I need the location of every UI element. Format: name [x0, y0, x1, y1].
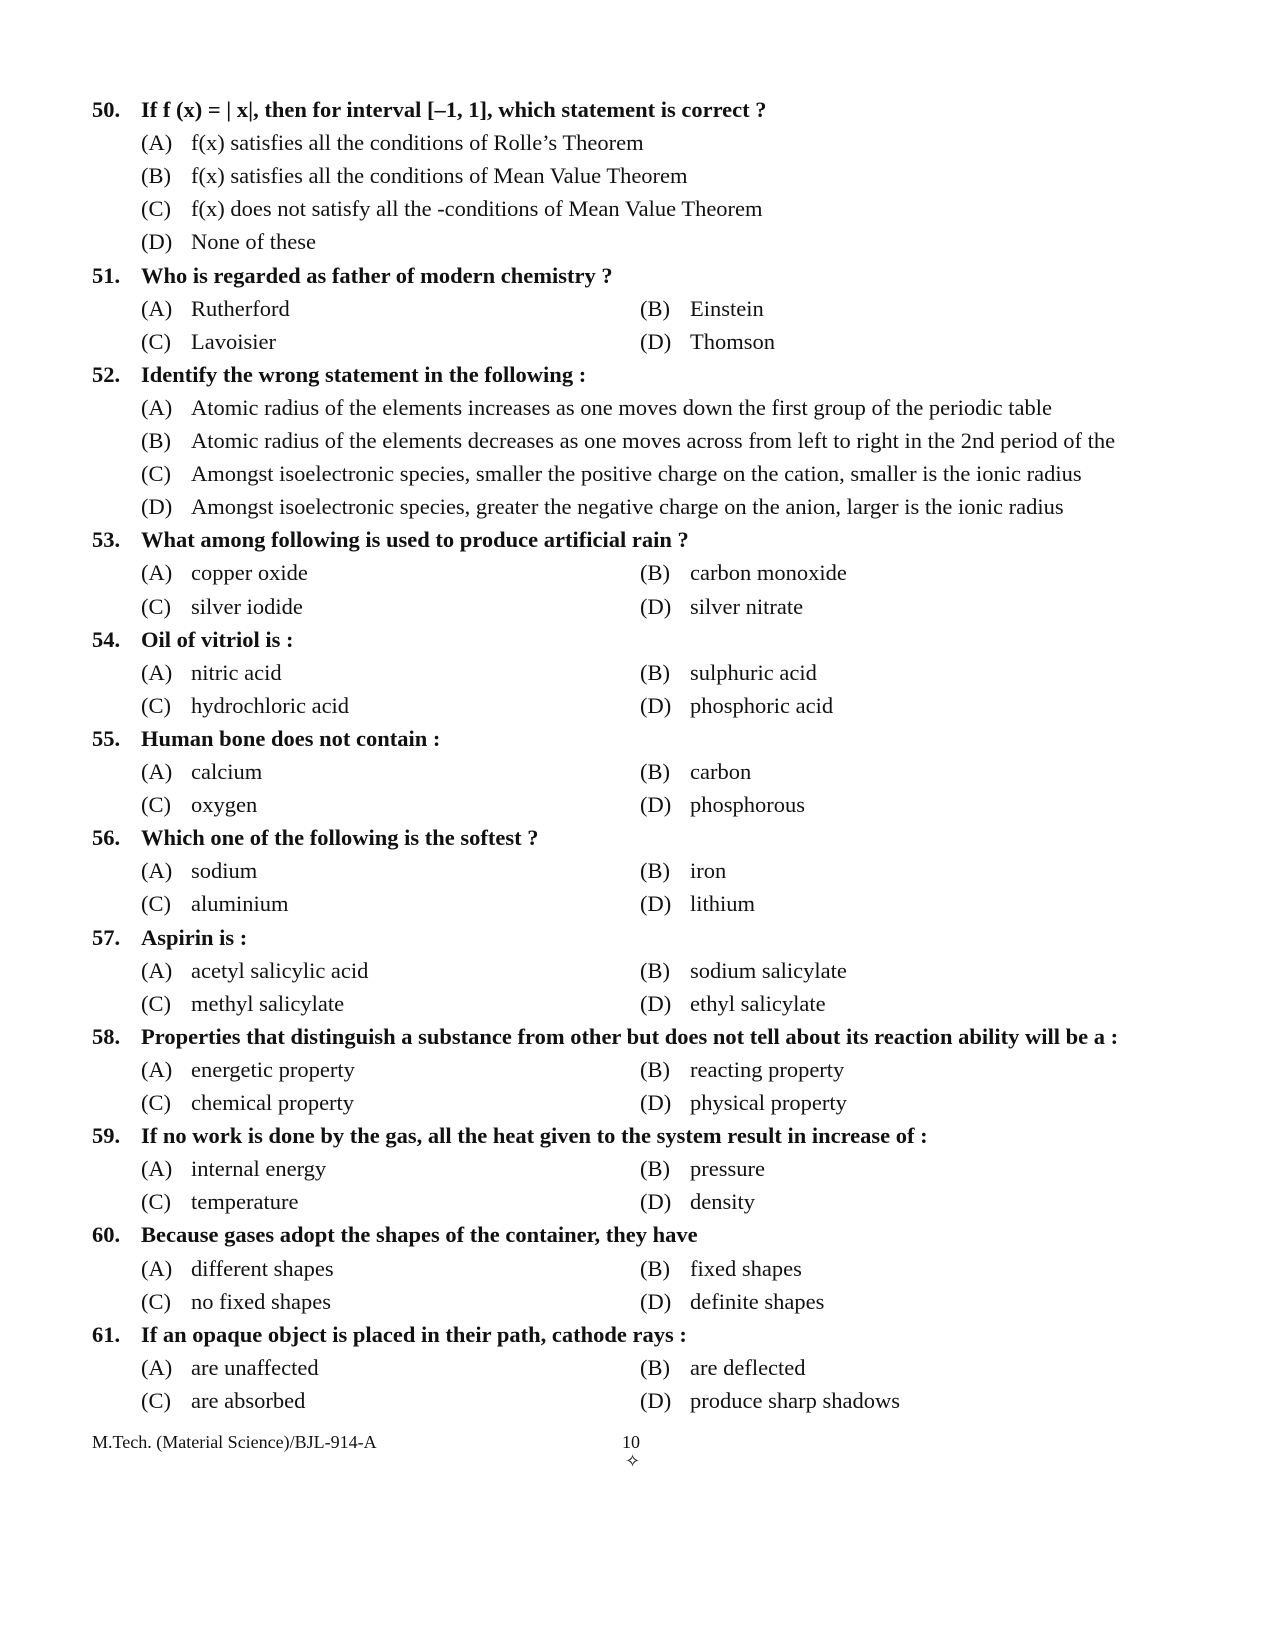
option-text: Thomson [690, 328, 776, 354]
question-text: Which one of the following is the softest ? [141, 825, 539, 851]
option-label: (D) [640, 1189, 672, 1215]
option-row [640, 1053, 844, 1086]
option-text: carbon monoxide [690, 560, 847, 586]
option-label: (C) [141, 328, 171, 354]
option-label: (A) [141, 394, 173, 420]
option-row [141, 292, 290, 325]
question-row [92, 93, 767, 126]
option-label: (D) [640, 891, 672, 917]
option-text: are deflected [690, 1354, 806, 1380]
option-text: None of these [191, 229, 316, 255]
question-row [92, 623, 293, 656]
question-text: Identify the wrong statement in the following : [141, 361, 587, 387]
option-text: definite shapes [690, 1288, 825, 1314]
question-number: 56. [92, 825, 121, 851]
option-label: (A) [141, 659, 173, 685]
option-row [640, 1252, 802, 1285]
question-row [92, 821, 539, 854]
question-number: 60. [92, 1222, 121, 1248]
option-row [141, 457, 1082, 490]
option-text: are absorbed [191, 1387, 306, 1413]
question-row [92, 259, 613, 292]
option-row [640, 1086, 847, 1119]
page-number: 10 [622, 1432, 640, 1452]
option-label: (A) [141, 560, 173, 586]
option-row [640, 854, 726, 887]
option-text: Einstein [690, 295, 764, 321]
option-text: sodium salicylate [690, 957, 847, 983]
option-text: aluminium [191, 891, 289, 917]
option-row [640, 292, 764, 325]
option-text: reacting property [690, 1056, 845, 1082]
option-row [640, 788, 805, 821]
option-label: (A) [141, 1354, 173, 1380]
option-label: (C) [141, 1189, 171, 1215]
option-row [141, 556, 308, 589]
option-row [640, 325, 775, 358]
option-label: (D) [141, 229, 173, 255]
option-text: Amongst isoelectronic species, smaller the positive charge on the cation, smaller is the ionic radius [191, 461, 1082, 487]
question-text: Aspirin is : [141, 924, 248, 950]
option-text: internal energy [191, 1156, 327, 1182]
question-number: 57. [92, 924, 121, 950]
option-row [141, 225, 316, 258]
footer-code: M.Tech. (Material Science)/BJL-914-A [92, 1432, 377, 1452]
question-number: 59. [92, 1123, 121, 1149]
question-number: 61. [92, 1321, 121, 1347]
option-text: temperature [191, 1189, 299, 1215]
option-text: energetic property [191, 1056, 355, 1082]
option-label: (D) [640, 692, 672, 718]
option-text: sodium [191, 858, 258, 884]
option-text: f(x) does not satisfy all the -conditions of Mean Value Theorem [191, 196, 763, 222]
option-row [141, 1086, 354, 1119]
option-label: (B) [640, 957, 670, 983]
question-number: 50. [92, 97, 121, 122]
option-text: f(x) satisfies all the conditions of Mean Value Theorem [191, 163, 688, 189]
option-text: f(x) satisfies all the conditions of Rolle’s Theorem [191, 130, 644, 156]
question-text: What among following is used to produce artificial rain ? [141, 527, 689, 553]
option-label: (B) [640, 1056, 670, 1082]
option-label: (B) [640, 659, 670, 685]
option-text: phosphorous [690, 792, 806, 818]
question-row [92, 1318, 687, 1351]
option-text: calcium [191, 759, 263, 784]
option-label: (A) [141, 295, 173, 321]
option-text: Atomic radius of the elements increases as one moves down the first group of the periodic table [191, 394, 1052, 420]
option-text: copper oxide [191, 560, 308, 586]
option-text: iron [690, 858, 727, 884]
option-row [141, 391, 1052, 424]
option-label: (A) [141, 759, 173, 784]
option-label: (C) [141, 692, 171, 718]
option-text: physical property [690, 1090, 847, 1115]
option-text: silver iodide [191, 593, 303, 619]
option-text: Amongst isoelectronic species, greater the negative charge on the anion, larger is the ionic radius [191, 494, 1064, 520]
question-text: If an opaque object is placed in their path, cathode rays : [141, 1321, 687, 1347]
option-text: fixed shapes [690, 1255, 802, 1281]
option-label: (D) [640, 1387, 672, 1413]
option-label: (D) [640, 1090, 672, 1115]
question-number: 53. [92, 527, 121, 553]
option-label: (C) [141, 990, 171, 1016]
option-label: (B) [640, 295, 670, 321]
option-row [640, 987, 826, 1020]
question-row [92, 1218, 698, 1251]
option-text: nitric acid [191, 659, 282, 685]
option-label: (C) [141, 1288, 171, 1314]
option-row [640, 1285, 824, 1318]
option-row [141, 126, 644, 159]
question-text: Because gases adopt the shapes of the container, they have [141, 1222, 698, 1248]
option-text: silver nitrate [690, 593, 804, 619]
option-label: (A) [141, 1156, 173, 1182]
option-row [141, 656, 282, 689]
option-row [141, 1384, 305, 1417]
option-text: methyl salicylate [191, 990, 345, 1016]
option-label: (C) [141, 1090, 171, 1115]
option-label: (C) [141, 1387, 171, 1413]
option-row [640, 590, 803, 623]
question-row [92, 1119, 928, 1152]
option-row [141, 755, 262, 788]
question-row [92, 1020, 1118, 1053]
option-row [640, 1384, 900, 1417]
option-text: Rutherford [191, 295, 290, 321]
option-label: (A) [141, 858, 173, 884]
question-row [92, 921, 247, 954]
option-label: (B) [141, 163, 171, 189]
option-row [141, 325, 276, 358]
option-label: (D) [640, 328, 672, 354]
option-label: (C) [141, 891, 171, 917]
option-text: pressure [690, 1156, 765, 1182]
option-text: oxygen [191, 792, 258, 818]
option-text: no fixed shapes [191, 1288, 331, 1314]
option-row [141, 159, 688, 192]
option-row [141, 1152, 326, 1185]
option-row [640, 689, 833, 722]
option-row [141, 788, 257, 821]
option-row [141, 192, 763, 225]
option-row [141, 1185, 298, 1218]
option-text: density [690, 1189, 755, 1215]
option-row [141, 1351, 319, 1384]
option-row [141, 424, 1115, 457]
option-row [640, 1351, 806, 1384]
option-row [640, 755, 751, 788]
option-text: are unaffected [191, 1354, 319, 1380]
option-label: (B) [640, 560, 670, 586]
option-text: different shapes [191, 1255, 334, 1281]
option-label: (B) [640, 1255, 670, 1281]
option-text: acetyl salicylic acid [191, 957, 369, 983]
option-text: hydrochloric acid [191, 692, 350, 718]
option-row [141, 854, 257, 887]
option-row [640, 1185, 755, 1218]
option-text: Atomic radius of the elements decreases as one moves across from left to right in the 2nd period of the [191, 428, 1116, 453]
question-number: 54. [92, 626, 121, 652]
question-row [92, 523, 689, 556]
option-text: carbon [690, 759, 752, 784]
option-text: chemical property [191, 1090, 355, 1115]
option-label: (D) [141, 494, 173, 520]
question-text: If no work is done by the gas, all the heat given to the system result in increase of : [141, 1123, 928, 1149]
option-label: (B) [640, 759, 670, 784]
option-row [141, 490, 1064, 523]
option-text: Lavoisier [191, 328, 276, 354]
question-text: Human bone does not contain : [141, 725, 441, 751]
question-number: 58. [92, 1023, 121, 1049]
question-row [92, 358, 586, 391]
question-number: 52. [92, 361, 121, 387]
ornament-icon: ✧ [625, 1451, 641, 1471]
option-row [141, 887, 289, 920]
option-row [640, 1152, 765, 1185]
option-label: (B) [640, 1354, 670, 1380]
question-row [92, 722, 440, 755]
option-row [141, 1285, 331, 1318]
option-text: sulphuric acid [690, 659, 817, 685]
option-label: (A) [141, 1255, 173, 1281]
option-row [141, 1053, 355, 1086]
option-row [640, 556, 847, 589]
option-label: (C) [141, 593, 171, 619]
option-row [141, 590, 303, 623]
option-label: (A) [141, 957, 173, 983]
option-label: (B) [141, 428, 171, 453]
option-label: (C) [141, 792, 171, 818]
option-label: (C) [141, 196, 171, 222]
option-label: (D) [640, 593, 672, 619]
option-row [141, 954, 368, 987]
question-text: Who is regarded as father of modern chemistry ? [141, 262, 613, 288]
option-text: lithium [690, 891, 756, 917]
option-label: (D) [640, 1288, 672, 1314]
question-number: 55. [92, 725, 121, 751]
option-text: produce sharp shadows [690, 1387, 900, 1413]
option-label: (A) [141, 1056, 173, 1082]
question-text: Properties that distinguish a substance from other but does not tell about its reaction ability will be a : [141, 1023, 1119, 1049]
option-label: (C) [141, 461, 171, 487]
option-row [141, 1252, 334, 1285]
option-label: (A) [141, 130, 173, 156]
option-label: (D) [640, 990, 672, 1016]
option-row [640, 887, 755, 920]
option-row [640, 656, 817, 689]
question-number: 51. [92, 262, 121, 288]
question-text: Oil of vitriol is : [141, 626, 294, 652]
option-label: (B) [640, 858, 670, 884]
option-text: phosphoric acid [690, 692, 834, 718]
option-label: (D) [640, 792, 672, 818]
option-row [141, 987, 344, 1020]
option-text: ethyl salicylate [690, 990, 826, 1016]
option-row [640, 954, 847, 987]
question-text: If f (x) = | x|, then for interval [–1, 1], which statement is correct ? [141, 97, 767, 122]
option-row [141, 689, 349, 722]
option-label: (B) [640, 1156, 670, 1182]
